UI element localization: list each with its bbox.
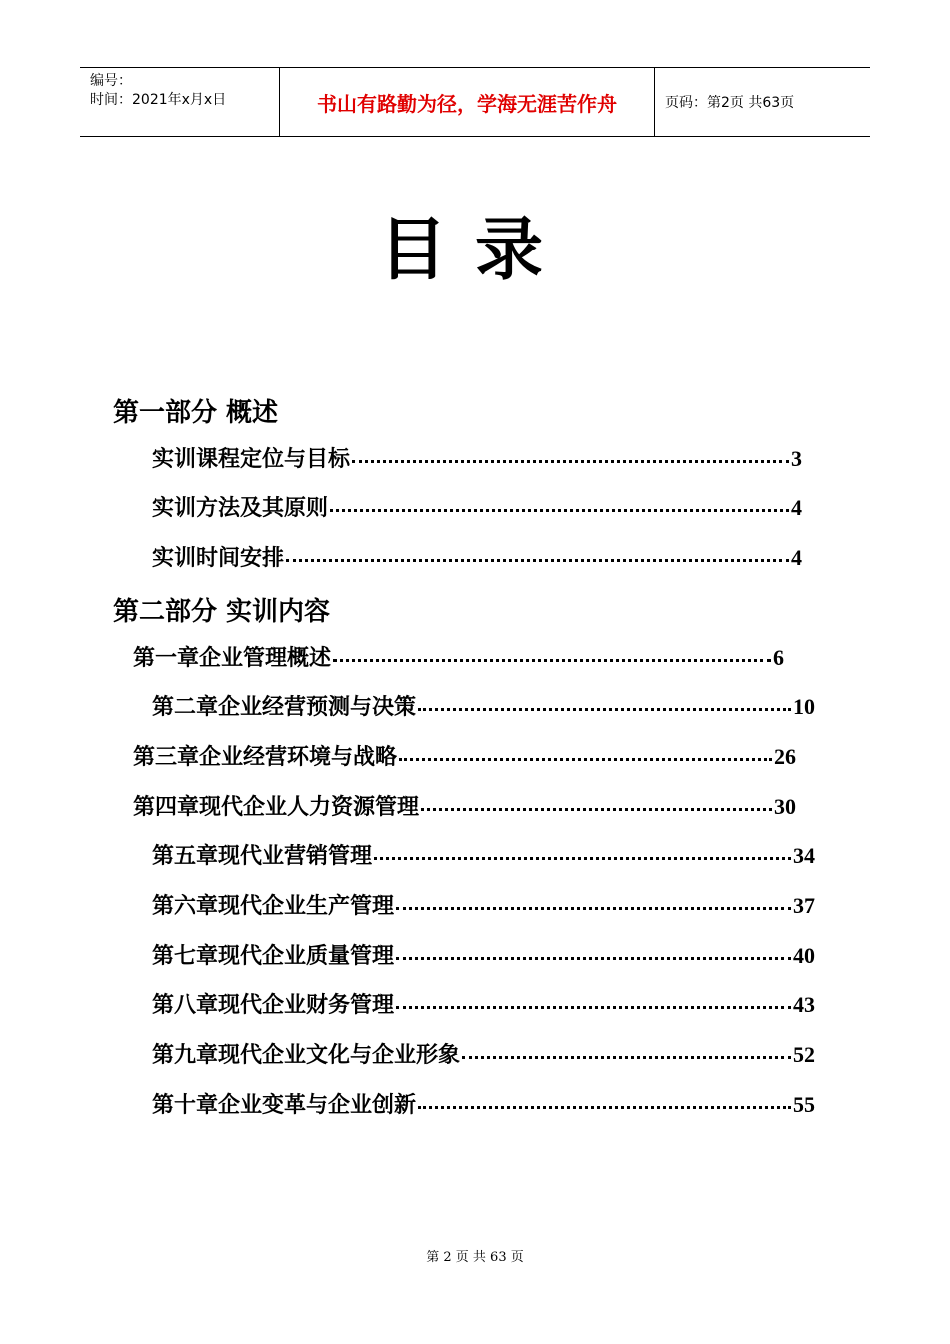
toc-entry-page: 26 <box>774 744 796 769</box>
toc-entry[interactable] <box>152 1038 815 1070</box>
toc-leader-dots <box>374 857 791 860</box>
toc-entry[interactable] <box>152 839 815 871</box>
toc-entry-label: 第二章企业经营预测与决策 <box>152 695 417 720</box>
toc-entry-label: 实训课程定位与目标 <box>152 447 351 472</box>
toc-entry-page: 37 <box>793 893 815 918</box>
toc-leader-dots <box>421 808 772 811</box>
page-header <box>80 67 870 137</box>
toc-entry[interactable] <box>152 541 802 573</box>
header-motto: 书山有路勤为径，学海无涯苦作舟 <box>280 68 655 136</box>
toc-entry-label: 第五章现代业营销管理 <box>152 844 373 869</box>
toc-leader-dots <box>333 659 771 662</box>
toc-leader-dots <box>396 907 791 910</box>
toc-entry[interactable] <box>152 690 815 722</box>
toc-entry[interactable] <box>133 641 784 673</box>
toc-entry-page: 52 <box>793 1042 815 1067</box>
toc-entry[interactable] <box>133 790 796 822</box>
toc-entry-page: 34 <box>793 843 815 868</box>
toc-entry[interactable] <box>152 889 815 921</box>
toc-entry[interactable] <box>152 491 802 523</box>
toc-entry-page: 4 <box>791 545 802 570</box>
toc-entry-page: 10 <box>793 694 815 719</box>
header-time: 时间：2021年x月x日 <box>90 92 227 108</box>
page-footer: 第 2 页 共 63 页 <box>426 1250 524 1265</box>
toc-entry-page: 4 <box>791 495 802 520</box>
toc-leader-dots <box>330 509 789 512</box>
toc-entry[interactable] <box>152 1088 815 1120</box>
toc-entry-page: 40 <box>793 943 815 968</box>
toc-leader-dots <box>352 460 789 463</box>
toc-leader-dots <box>418 1106 791 1109</box>
toc-leader-dots <box>286 559 789 562</box>
header-number: 编号： <box>90 73 132 89</box>
toc-entry-label: 实训时间安排 <box>152 546 285 571</box>
toc-entry-label: 第八章现代企业财务管理 <box>152 993 395 1018</box>
toc-entry-page: 55 <box>793 1092 815 1117</box>
header-meta <box>80 68 280 136</box>
page-title: 目录 <box>378 211 571 290</box>
toc-leader-dots <box>399 758 772 761</box>
toc-entry-page: 3 <box>791 446 802 471</box>
toc-entry[interactable] <box>152 442 802 474</box>
toc-leader-dots <box>396 957 791 960</box>
toc-entry-label: 第十章企业变革与企业创新 <box>152 1093 417 1118</box>
toc-entry-label: 第六章现代企业生产管理 <box>152 894 395 919</box>
toc-part-2: 第二部分 实训内容 <box>113 597 331 627</box>
toc-entry[interactable] <box>152 988 815 1020</box>
toc-entry-label: 第一章企业管理概述 <box>133 646 332 671</box>
header-page-info: 页码：第2页 共63页 <box>665 95 795 111</box>
toc-part-1: 第一部分 概述 <box>113 398 279 428</box>
toc-entry-label: 第四章现代企业人力资源管理 <box>133 795 420 820</box>
toc-leader-dots <box>462 1056 791 1059</box>
toc-entry-label: 第九章现代企业文化与企业形象 <box>152 1043 461 1068</box>
toc-entry-label: 第七章现代企业质量管理 <box>152 944 395 969</box>
toc-entry[interactable] <box>133 740 796 772</box>
toc-leader-dots <box>418 708 791 711</box>
toc-leader-dots <box>396 1006 791 1009</box>
toc-entry-label: 第三章企业经营环境与战略 <box>133 745 398 770</box>
toc-entry-label: 实训方法及其原则 <box>152 496 329 521</box>
toc-entry-page: 30 <box>774 794 796 819</box>
toc-entry-page: 43 <box>793 992 815 1017</box>
toc-entry[interactable] <box>152 939 815 971</box>
toc-entry-page: 6 <box>773 645 784 670</box>
